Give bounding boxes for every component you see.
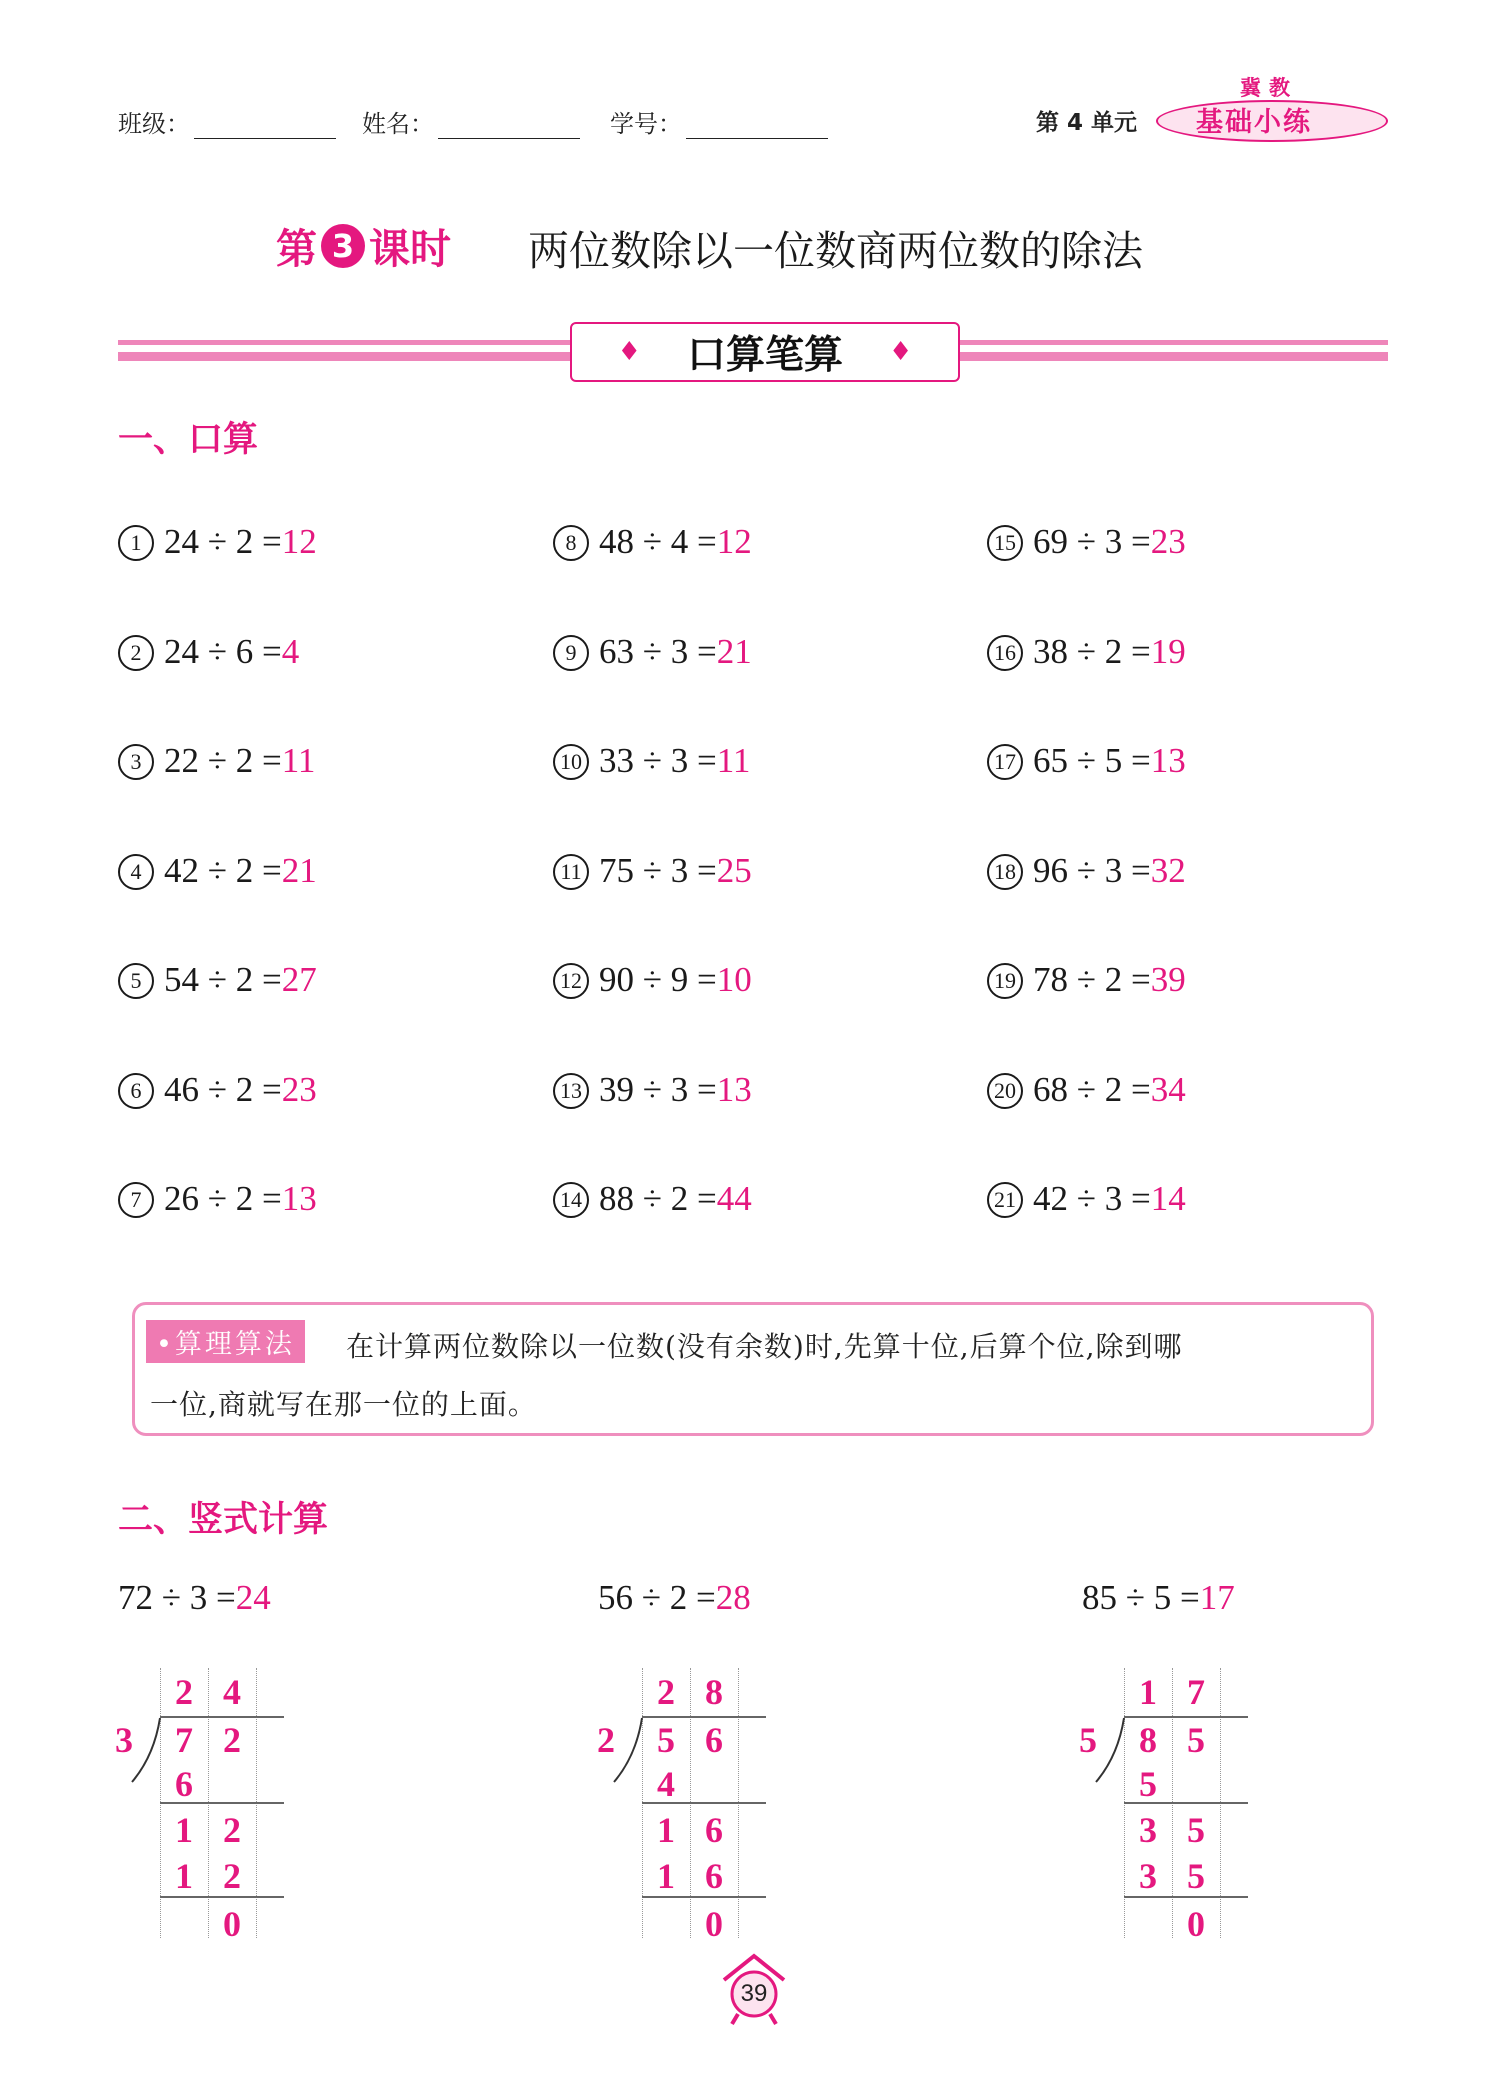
division-answer: 17 [1199,1578,1235,1617]
problem-16 [987,632,1186,672]
problem-4 [118,851,317,891]
problem-expr: 48 ÷ 4 = [599,522,717,561]
lesson-number: 3 [321,224,365,268]
problem-answer: 21 [716,632,752,671]
problem-number: 1 [118,525,154,561]
problem-expr: 69 ÷ 3 = [1033,522,1151,561]
name-field[interactable] [362,104,580,139]
step-digit: 6 [175,1764,193,1804]
banner-stripe-right-bottom [958,352,1388,361]
diamond-icon: ♦ [617,337,641,367]
problem-answer: 4 [281,632,300,671]
diamond-icon: ♦ [889,337,913,367]
problem-number: 15 [987,525,1023,561]
problem-expr: 42 ÷ 3 = [1033,1179,1151,1218]
class-label: 班级： [118,110,190,138]
lesson-tag [276,216,451,275]
step-digit: 4 [657,1764,675,1804]
step-digit: 1 [175,1856,193,1896]
problem-number: 19 [987,963,1023,999]
problem-answer: 32 [1150,851,1186,890]
problem-number: 4 [118,854,154,890]
division-expr: 85 ÷ 5 = [1082,1578,1200,1617]
problem-answer: 14 [1150,1179,1186,1218]
problem-expr: 26 ÷ 2 = [164,1179,282,1218]
problem-expr: 54 ÷ 2 = [164,960,282,999]
dividend-digit: 8 [1139,1720,1157,1760]
step-digit: 6 [705,1856,723,1896]
problem-20 [987,1070,1186,1110]
dividend-digit: 2 [223,1720,241,1760]
dividend-digit: 5 [657,1720,675,1760]
problem-3 [118,741,315,781]
problem-answer: 12 [281,522,317,561]
problem-11 [553,851,752,891]
problem-12 [553,960,752,1000]
page-title: 两位数除以一位数商两位数的除法 [528,227,1143,275]
banner-label: 口算笔算 [686,333,843,378]
banner-stripe-left-top [118,340,572,345]
problem-21 [987,1179,1186,1219]
problem-13 [553,1070,752,1110]
problem-expr: 75 ÷ 3 = [599,851,717,890]
problem-expr: 46 ÷ 2 = [164,1070,282,1109]
problem-expr: 88 ÷ 2 = [599,1179,717,1218]
problem-expr: 39 ÷ 3 = [599,1070,717,1109]
divisor: 2 [597,1720,615,1760]
problem-number: 21 [987,1182,1023,1218]
problem-18 [987,851,1186,891]
dividend-digit: 6 [705,1720,723,1760]
quotient-digit: 1 [1139,1672,1157,1712]
division-expr-3 [1082,1578,1235,1618]
id-label: 学号： [610,110,682,138]
problem-answer: 34 [1150,1070,1186,1109]
step-digit: 3 [1139,1856,1157,1896]
dividend-digit: 5 [1187,1720,1205,1760]
problem-8 [553,522,752,562]
problem-7 [118,1179,317,1219]
class-blank[interactable] [194,114,336,139]
quotient-digit: 8 [705,1672,723,1712]
problem-expr: 68 ÷ 2 = [1033,1070,1151,1109]
problem-number: 8 [553,525,589,561]
problem-expr: 33 ÷ 3 = [599,741,717,780]
class-field[interactable] [118,104,336,139]
problem-1 [118,522,317,562]
problem-answer: 11 [281,741,316,780]
problem-2 [118,632,299,672]
problem-expr: 96 ÷ 3 = [1033,851,1151,890]
step-digit: 5 [1187,1810,1205,1850]
problem-answer: 21 [281,851,317,890]
division-answer: 24 [235,1578,271,1617]
problem-answer: 19 [1150,632,1186,671]
problem-number: 16 [987,635,1023,671]
problem-expr: 78 ÷ 2 = [1033,960,1151,999]
remainder-digit: 0 [223,1904,241,1944]
problem-number: 2 [118,635,154,671]
name-blank[interactable] [438,114,580,139]
problem-10 [553,741,750,781]
problem-number: 14 [553,1182,589,1218]
divisor: 5 [1079,1720,1097,1760]
quotient-bar [160,1716,284,1718]
problem-answer: 13 [716,1070,752,1109]
remainder-digit: 0 [1187,1904,1205,1944]
problem-number: 13 [553,1073,589,1109]
problem-14 [553,1179,752,1219]
divisor: 3 [115,1720,133,1760]
problem-number: 9 [553,635,589,671]
problem-answer: 39 [1150,960,1186,999]
quotient-digit: 2 [657,1672,675,1712]
dividend-digit: 7 [175,1720,193,1760]
step-digit: 5 [1139,1764,1157,1804]
section2-heading: 二、竖式计算 [118,1500,329,1540]
division-expr-2 [598,1578,751,1618]
problem-19 [987,960,1186,1000]
division-expr-1 [118,1578,271,1618]
problem-answer: 13 [1150,741,1186,780]
tip-line-2: 一位,商就写在那一位的上面。 [150,1388,537,1421]
step-digit: 1 [657,1810,675,1850]
remainder-digit: 0 [705,1904,723,1944]
problem-number: 7 [118,1182,154,1218]
problem-expr: 38 ÷ 2 = [1033,632,1151,671]
step-digit: 6 [705,1810,723,1850]
section-banner [570,322,960,382]
step-digit: 1 [657,1856,675,1896]
quotient-digit: 7 [1187,1672,1205,1712]
problem-expr: 24 ÷ 6 = [164,632,282,671]
brand-publisher: 冀教 [1240,76,1298,100]
lesson-prefix: 第 [276,225,317,273]
problem-number: 10 [553,744,589,780]
division-expr: 56 ÷ 2 = [598,1578,716,1617]
problem-expr: 24 ÷ 2 = [164,522,282,561]
problem-number: 6 [118,1073,154,1109]
problem-answer: 23 [281,1070,317,1109]
problem-15 [987,522,1186,562]
problem-5 [118,960,317,1000]
step-digit: 1 [175,1810,193,1850]
problem-expr: 22 ÷ 2 = [164,741,282,780]
division-answer: 28 [715,1578,751,1617]
brand-title: 基础小练 [1196,107,1312,138]
problem-expr: 65 ÷ 5 = [1033,741,1151,780]
problem-answer: 12 [716,522,752,561]
unit-label: 第 4 单元 [1036,110,1138,136]
id-field[interactable] [610,104,828,139]
quotient-bar [642,1716,766,1718]
problem-number: 18 [987,854,1023,890]
tip-badge: •算理算法 [146,1320,305,1363]
banner-stripe-right-top [958,340,1388,345]
quotient-bar [1124,1716,1248,1718]
problem-number: 12 [553,963,589,999]
problem-answer: 13 [281,1179,317,1218]
name-label: 姓名： [362,110,434,138]
problem-expr: 90 ÷ 9 = [599,960,717,999]
problem-answer: 11 [716,741,751,780]
problem-number: 11 [553,854,589,890]
problem-number: 20 [987,1073,1023,1109]
tip-line-1: 在计算两位数除以一位数(没有余数)时,先算十位,后算个位,除到哪 [346,1330,1183,1363]
page-number: 39 [740,1980,768,2007]
problem-answer: 25 [716,851,752,890]
problem-answer: 23 [1150,522,1186,561]
problem-answer: 27 [281,960,317,999]
quotient-digit: 2 [175,1672,193,1712]
step-digit: 2 [223,1810,241,1850]
problem-6 [118,1070,317,1110]
problem-number: 3 [118,744,154,780]
problem-answer: 44 [716,1179,752,1218]
problem-17 [987,741,1186,781]
subtraction-line [160,1896,284,1898]
problem-expr: 42 ÷ 2 = [164,851,282,890]
subtraction-line [1124,1896,1248,1898]
problem-number: 5 [118,963,154,999]
problem-expr: 63 ÷ 3 = [599,632,717,671]
step-digit: 2 [223,1856,241,1896]
problem-answer: 10 [716,960,752,999]
step-digit: 3 [1139,1810,1157,1850]
problem-9 [553,632,752,672]
quotient-digit: 4 [223,1672,241,1712]
step-digit: 5 [1187,1856,1205,1896]
division-expr: 72 ÷ 3 = [118,1578,236,1617]
section1-heading: 一、口算 [118,420,259,460]
problem-number: 17 [987,744,1023,780]
lesson-suffix: 课时 [369,225,451,273]
banner-stripe-left-bottom [118,352,572,361]
subtraction-line [642,1896,766,1898]
id-blank[interactable] [686,114,828,139]
